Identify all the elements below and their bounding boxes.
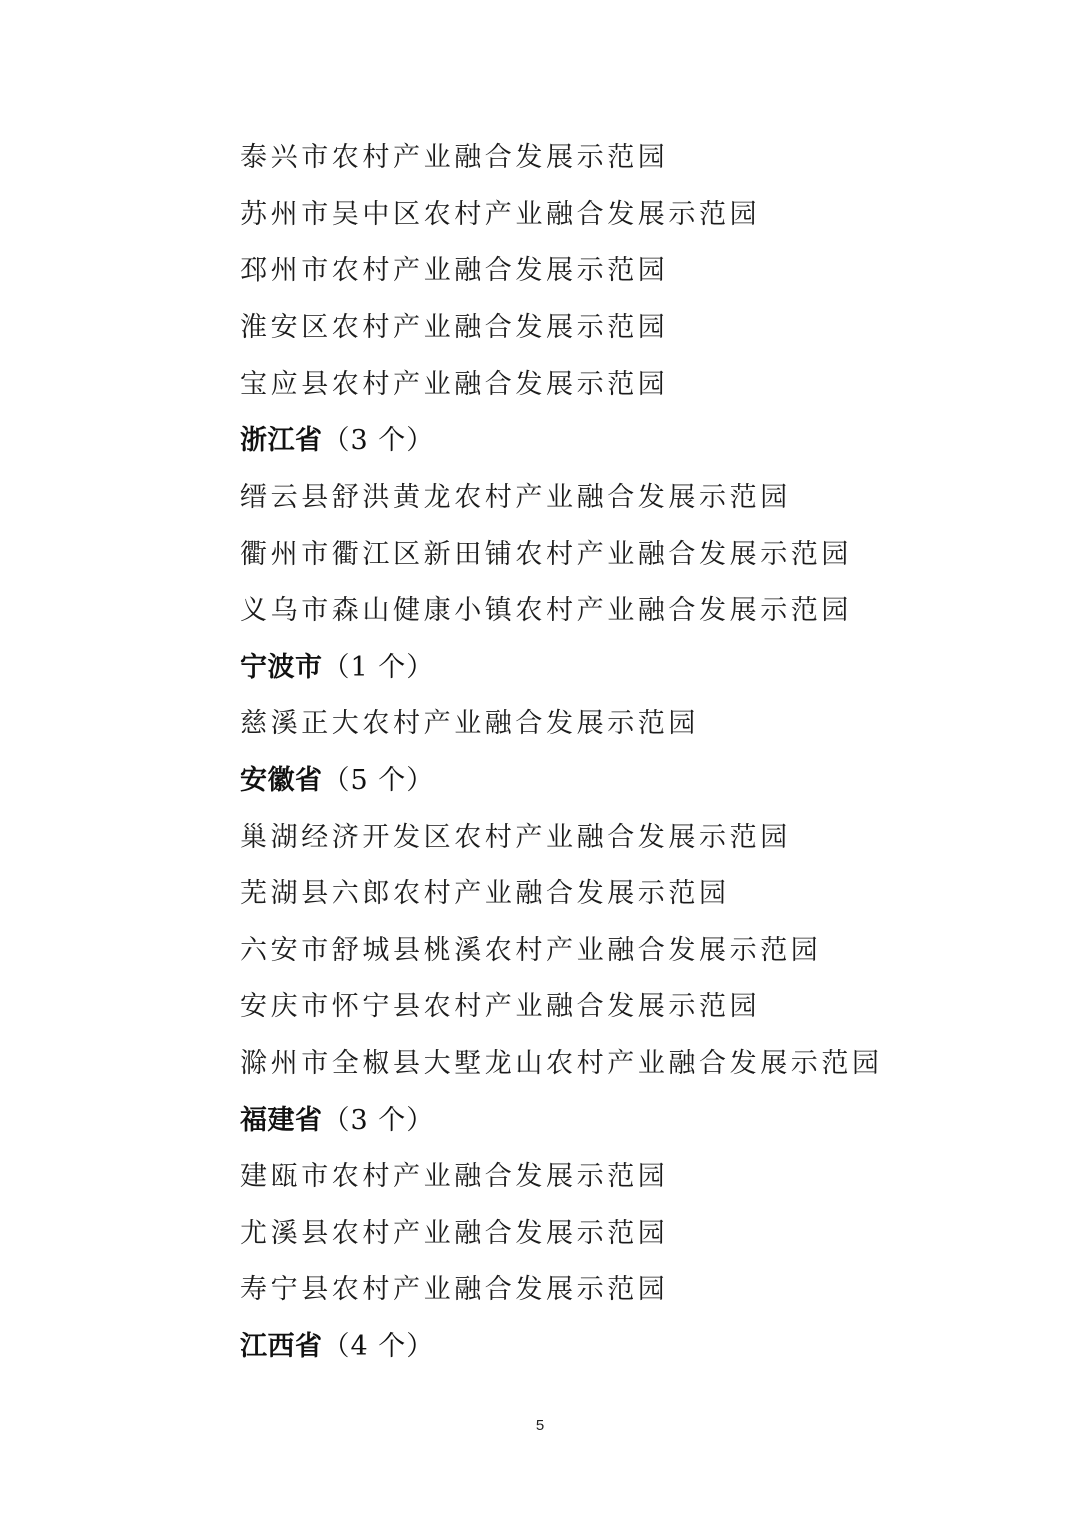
list-item: 苏州市吴中区农村产业融合发展示范园 xyxy=(240,199,761,230)
page-number: 5 xyxy=(535,1417,545,1434)
list-item: 滁州市全椒县大墅龙山农村产业融合发展示范园 xyxy=(240,1048,883,1079)
section-name: 宁波市 xyxy=(240,652,323,683)
section-count: （4 个） xyxy=(322,1331,435,1362)
section-count: （3 个） xyxy=(322,425,435,456)
section-heading-zhejiang xyxy=(240,424,434,458)
section-name: 安徽省 xyxy=(240,765,323,796)
list-item: 义乌市森山健康小镇农村产业融合发展示范园 xyxy=(240,595,852,626)
section-name: 福建省 xyxy=(240,1105,323,1136)
list-item: 芜湖县六郎农村产业融合发展示范园 xyxy=(240,878,730,909)
list-item: 缙云县舒洪黄龙农村产业融合发展示范园 xyxy=(240,482,791,513)
section-heading-fujian xyxy=(240,1104,434,1138)
list-item: 尤溪县农村产业融合发展示范园 xyxy=(240,1218,669,1249)
section-heading-jiangxi xyxy=(240,1330,434,1364)
section-name: 江西省 xyxy=(240,1331,323,1362)
section-heading-anhui xyxy=(240,764,434,798)
section-count: （3 个） xyxy=(322,1105,435,1136)
list-item: 慈溪正大农村产业融合发展示范园 xyxy=(240,708,699,739)
section-name: 浙江省 xyxy=(240,425,323,456)
list-item: 衢州市衢江区新田铺农村产业融合发展示范园 xyxy=(240,539,852,570)
section-heading-ningbo xyxy=(240,651,434,685)
list-item: 淮安区农村产业融合发展示范园 xyxy=(240,312,669,343)
list-item: 六安市舒城县桃溪农村产业融合发展示范园 xyxy=(240,935,822,966)
list-item: 邳州市农村产业融合发展示范园 xyxy=(240,255,669,286)
list-item: 寿宁县农村产业融合发展示范园 xyxy=(240,1274,669,1305)
list-item: 泰兴市农村产业融合发展示范园 xyxy=(240,142,669,173)
list-item: 宝应县农村产业融合发展示范园 xyxy=(240,369,669,400)
list-item: 安庆市怀宁县农村产业融合发展示范园 xyxy=(240,991,761,1022)
section-count: （5 个） xyxy=(322,765,435,796)
list-item: 建瓯市农村产业融合发展示范园 xyxy=(240,1161,669,1192)
section-count: （1 个） xyxy=(322,652,435,683)
list-item: 巢湖经济开发区农村产业融合发展示范园 xyxy=(240,822,791,853)
